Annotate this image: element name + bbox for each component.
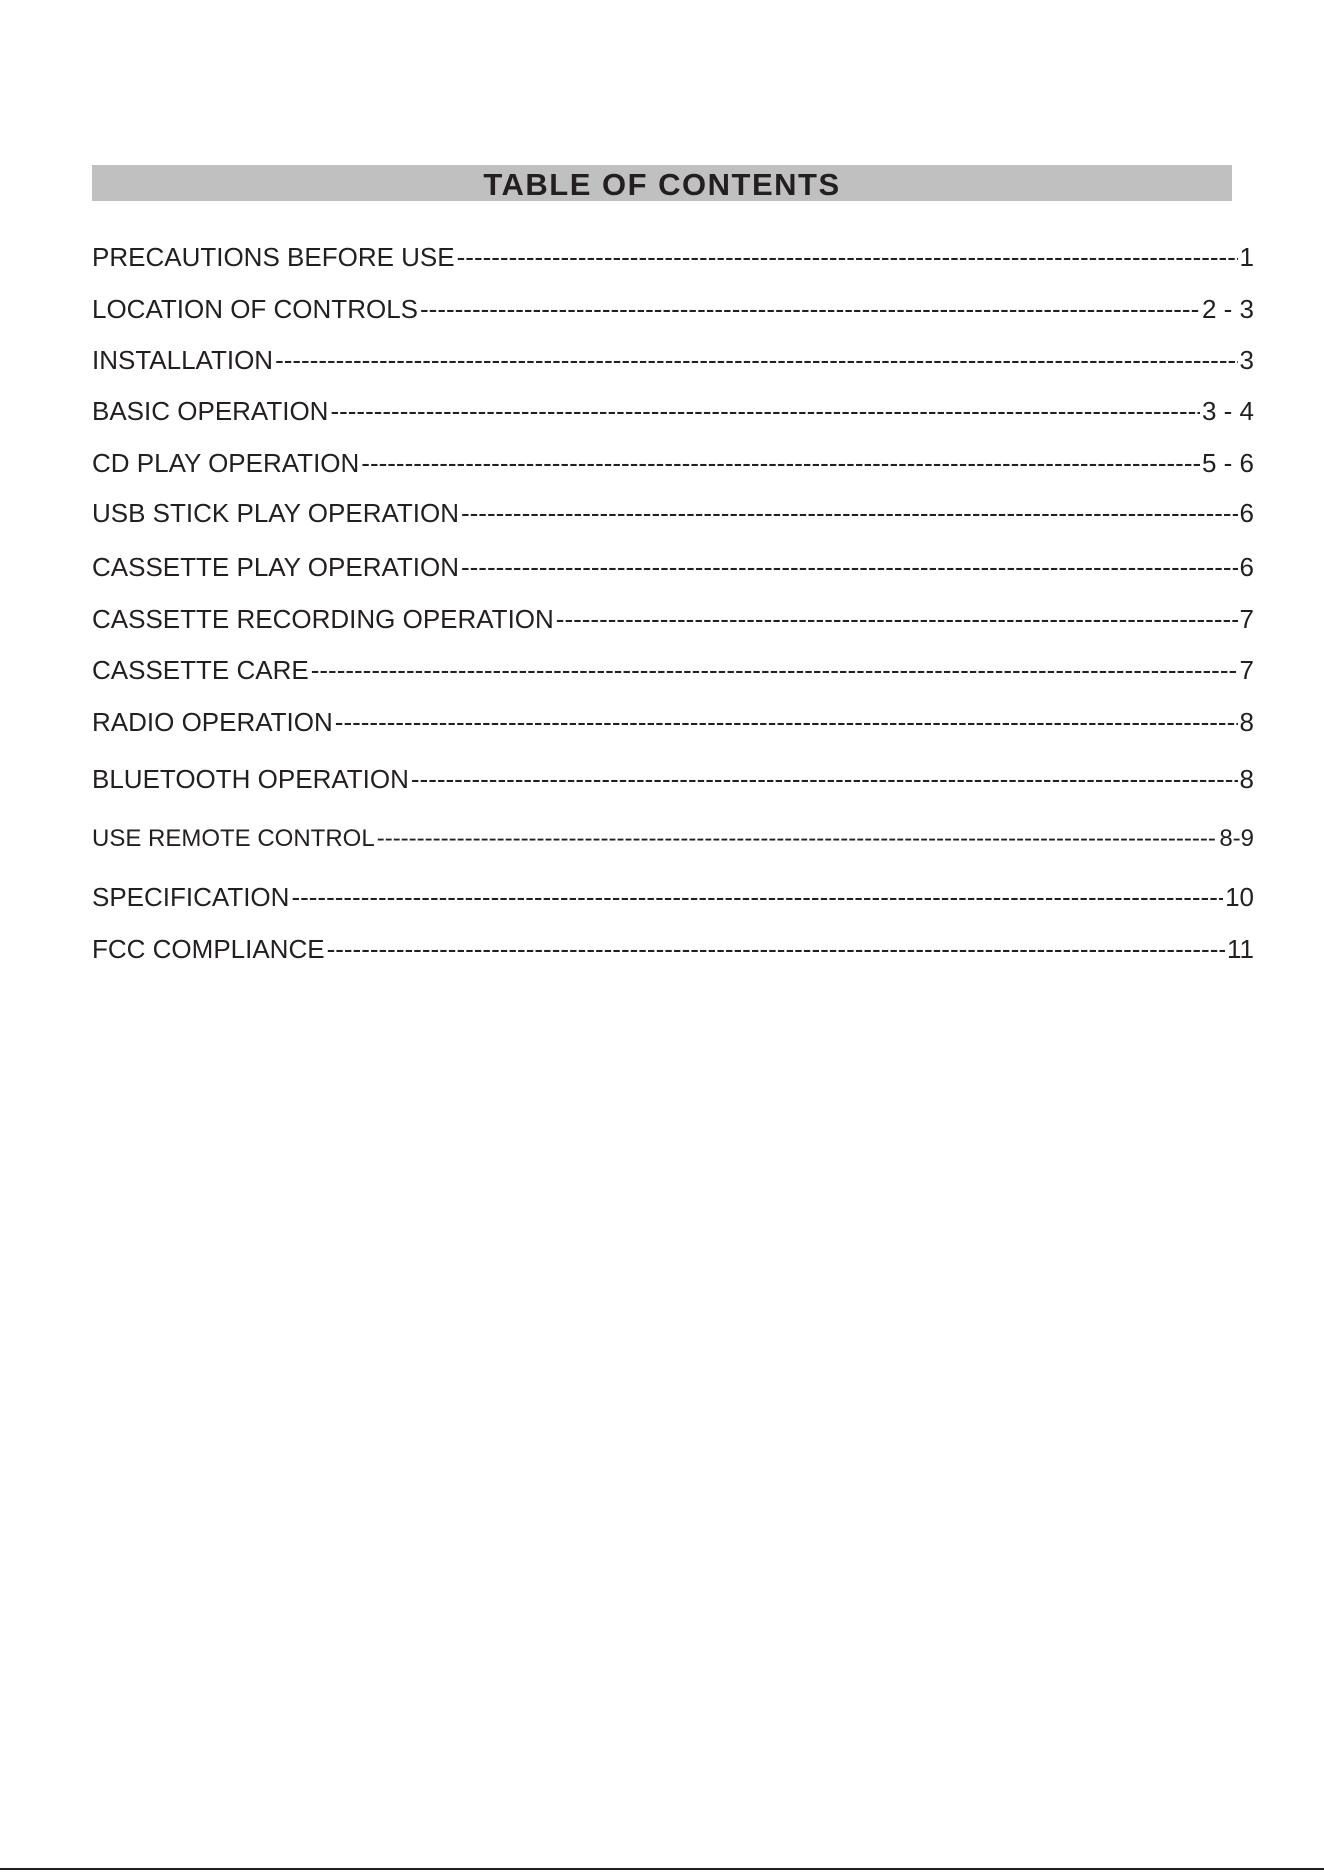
dot-leader [361,446,1200,480]
toc-entry-basic-operation[interactable] [92,394,1254,428]
toc-page-number: 2 - 3 [1201,294,1254,324]
dot-leader [327,932,1225,966]
toc-entry-cd-play-operation[interactable] [92,446,1254,480]
toc-entry-cassette-play-operation[interactable] [92,550,1254,584]
toc-entry-label: CASSETTE RECORDING OPERATION [92,604,554,634]
toc-page-number: 3 [1239,345,1254,375]
dot-leader [275,343,1237,377]
toc-page-number: 5 - 6 [1201,448,1254,478]
toc-entry-cassette-care[interactable] [92,653,1254,687]
toc-page-number: 11 [1227,934,1254,964]
dot-leader [311,653,1238,687]
toc-entry-usb-stick-play-operation[interactable] [92,496,1254,530]
toc-page-number: 1 [1239,242,1254,272]
dot-leader [335,705,1238,739]
toc-entry-label: BLUETOOTH OPERATION [92,764,409,794]
toc-entry-label: USB STICK PLAY OPERATION [92,498,459,528]
dot-leader [330,394,1200,428]
toc-entry-location-of-controls[interactable] [92,292,1254,326]
toc-entry-label: CASSETTE CARE [92,655,309,685]
toc-entry-fcc-compliance[interactable] [92,932,1254,966]
toc-entry-label: CD PLAY OPERATION [92,448,360,478]
dot-leader [461,550,1238,584]
toc-entry-label: SPECIFICATION [92,882,290,912]
page-bottom-edge-rule [0,1868,1324,1870]
dot-leader [420,292,1200,326]
toc-page-number: 8 [1239,764,1254,794]
toc-entry-label: USE REMOTE CONTROL [92,825,375,852]
dot-leader [411,762,1238,796]
toc-entry-radio-operation[interactable] [92,705,1254,739]
toc-entry-label: CASSETTE PLAY OPERATION [92,552,459,582]
toc-entry-bluetooth-operation[interactable] [92,762,1254,796]
dot-leader [461,496,1238,530]
toc-entry-use-remote-control[interactable] [92,822,1254,856]
toc-page-number: 8-9 [1219,825,1254,852]
toc-entry-label: LOCATION OF CONTROLS [92,294,418,324]
toc-page-number: 7 [1239,655,1254,685]
toc-page-number: 10 [1225,882,1254,912]
dot-leader [556,602,1238,636]
toc-entry-label: BASIC OPERATION [92,396,329,426]
toc-entry-cassette-recording-operation[interactable] [92,602,1254,636]
toc-page-number: 6 [1239,498,1254,528]
toc-entry-label: FCC COMPLIANCE [92,934,325,964]
toc-entry-precautions[interactable] [92,240,1254,274]
toc-page-number: 7 [1239,604,1254,634]
page-title: TABLE OF CONTENTS [483,166,841,202]
toc-entry-label: RADIO OPERATION [92,707,333,737]
toc-entry-label: INSTALLATION [92,345,274,375]
toc-entry-specification[interactable] [92,880,1254,914]
toc-entry-installation[interactable] [92,343,1254,377]
toc-page-number: 3 - 4 [1201,396,1254,426]
dot-leader [291,880,1223,914]
toc-entry-label: PRECAUTIONS BEFORE USE [92,242,455,272]
toc-page-number: 8 [1239,707,1254,737]
toc-page-number: 6 [1239,552,1254,582]
dot-leader [377,822,1218,856]
dot-leader [457,240,1238,274]
